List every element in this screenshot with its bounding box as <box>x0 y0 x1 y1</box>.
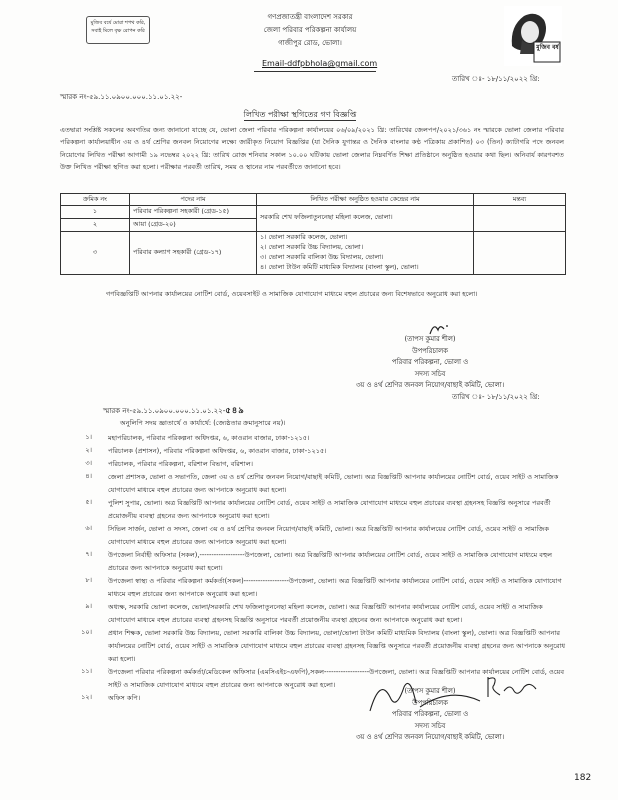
logo-text: মুজিব বর্ষ <box>536 44 559 51</box>
distribution-list <box>62 432 568 705</box>
cell-serial: ১ <box>61 206 130 219</box>
list-item: ৭। উপজেলা নির্বাহী অফিসার (সকল),-------------------উপজেলা, ভোলা। অত্র বিজ্ঞপ্তিটি আপনার কার্যালয়ের নোটিশ বোর্ড, ওয়েব সাইট ও সামাজিক যোগাযোগ মাধ্যমে বহুল প্রচারের জন্য আপনাকে অনুরোধ করা হলো। <box>85 550 553 572</box>
cell-post: আয়া (গ্রেড-২০) <box>130 218 257 231</box>
cell-post: পরিবার কল্যাণ সহকারী (গ্রেড-১৭) <box>130 231 257 274</box>
signatory-committee: ৩য় ও ৪র্থ শ্রেণির জনবল নিয়োগ/বাছাই কমিটি, ভোলা। <box>355 381 505 389</box>
signatory-block-1 <box>330 334 530 392</box>
table-header-row <box>61 194 566 206</box>
col-header-centre: লিখিত পরীক্ষা অনুষ্ঠিত হওয়ার কেন্দ্রের নাম <box>257 194 474 206</box>
distribution-ref-text: স্মারক নং-৫৯.১১.০৯০০.০০০.১১.০১.২২- <box>103 407 226 415</box>
email-address[interactable]: Email-ddfpbhola@gmail.com <box>262 59 378 68</box>
list-item: ১২। অফিস কপি। <box>81 693 141 702</box>
signatory-office: পরিবার পরিকল্পনা, ভোলা ও <box>391 710 469 718</box>
centre-item: ৩। ভোলা সরকারি বালিকা উচ্চ বিদ্যালয়, ভোলা। <box>260 252 384 261</box>
cell-centre <box>257 231 474 274</box>
centre-item: ৪। ভোলা টাউন কমিটি মাধ্যমিক বিদ্যালয় (বাংলা স্কুল), ভোলা। <box>260 262 419 271</box>
col-header-serial: ক্রমিক নং <box>61 194 130 206</box>
closing-text: গণবিজ্ঞপ্তিটি আপনার কার্যালয়ের নোটিশ বোর্ড, ওয়েবসাইট ও সামাজিক যোগাযোগ মাধ্যমে বহুল প্রচারের জন্য বিশেষভাবে অনুরোধ করা হলো। <box>106 290 478 298</box>
distribution-reference <box>103 405 245 418</box>
slogan-text: মুজিব বর্ষে মোরা শপথ করি, সবাই মিলে বৃক্ষ রোপন করি <box>90 20 146 34</box>
mujib-borsho-logo <box>504 6 562 66</box>
list-item: ৯। অধ্যক্ষ, সরকারি ভোলা কলেজ, ভোলা/সরকারি শেখ ফজিলাতুননেছা মহিলা কলেজ, ভোলা। অত্র বিজ্ঞপ্তিটি আপনার কার্যালয়ের নোটিশ বোর্ড, ওয়েব সাইট ও সামাজিক যোগাযোগ মাধ্যমে বহুল প্রচারের ব্যবস্থা গ্রহনসহ বিজ্ঞপ্তি অনুসারে পরবর্তী প্রয়োজনীয় ব্যবস্থা গ্রহনের জন্য আপনাকে অনুরোধ করা হলো। <box>85 602 543 624</box>
table-row <box>61 206 566 219</box>
copy-heading: অনুলিপি সদয় জ্ঞাতার্থে ও কার্যার্থে: (জ্যেষ্ঠতার ক্রমানুসারে নয়)। <box>120 419 286 427</box>
centre-item: ১। ভোলা সরকারি কলেজ, ভোলা। <box>260 232 348 241</box>
cell-serial: ৩ <box>61 231 130 274</box>
page-number: 182 <box>574 773 592 783</box>
list-item: ৮। উপজেলা স্বাস্থ্য ও পরিবার পরিকল্পনা কর্মকর্তা(সকল)-------------------উপজেলা, ভোলা। অত্র বিজ্ঞপ্তিটি আপনার কার্যালয়ের নোটিশ বোর্ড, ওয়েব সাইট ও সামাজিক যোগাযোগ মাধ্যমে বহুল প্রচারের জন্য আপনাকে অনুরোধ করা হলো। <box>85 576 562 598</box>
email-underline-bar <box>254 71 376 72</box>
list-item: ৬। সিভিল সার্জন, ভোলা ও সদস্য, জেলা ৩য় ও ৪র্থ শ্রেণির জনবল নিয়োগ/বাছাই কমিটি, ভোলা। অত্র বিজ্ঞপ্তিটি আপনার কার্যালয়ের নোটিশ বোর্ড, ওয়েব সাইট ও সামাজিক যোগাযোগ মাধ্যমে বহুল প্রচারের জন্য আপনাকে অনুরোধ করা হলো। <box>85 524 549 546</box>
signatory-office: পরিবার পরিকল্পনা, ভোলা ও <box>391 358 469 366</box>
portrait-icon <box>504 6 562 66</box>
notice-date: তারিখ ঃ- ১৮/১১/২০২২ খ্রি: <box>452 75 540 83</box>
office-address: গাজীপুর রোড, ভোলা। <box>278 39 342 47</box>
slogan-box <box>86 16 150 44</box>
list-item: ১। মহাপরিচালক, পরিবার পরিকল্পনা অধিদপ্তর, ৬, কাওরান বাজার, ঢাকা-১২১৫। <box>85 433 310 442</box>
table-row <box>61 231 566 274</box>
notice-body: এতদ্বারা সংশ্লিষ্ট সকলের অবগতির জন্য জানানো যাচ্ছে যে, ভোলা জেলা পরিবার পরিকল্পনা কার্যালয়ের ০৬/০৯/২০২১ খ্রি: তারিখের জেলপপ/২০২১/৩৬১ নং স্মারকে ভোলা জেলার পরিবার পরিকল্পনা কার্যালয়াধীন ৩য় ও ৪র্থ শ্রেণির জনবল নিয়োগের লক্ষ্যে জারীকৃত নিয়োগ বিজ্ঞপ্তির (যা দৈনিক যুগান্তর ও দৈনিক বাংলার কণ্ঠ পত্রিকায় প্রকাশিত) ০৩ (তিন) ক্যাটাগরি পদে জনবল নিয়োগের লিখিত পরীক্ষা আগামী ১৯ নভেম্বর ২০২২ খ্রি: তারিখ রোজ শনিবার সকাল ১০.০০ ঘটিকায় ভোলা জেলার নিম্নবর্ণিত শিক্ষা প্রতিষ্ঠানে অনুষ্ঠিত হওয়ার কথা ছিল। অনিবার্য কারণবশত উক্ত লিখিত পরীক্ষা স্থগিত করা হলো। পরীক্ষার পরবর্তী তারিখ, সময় ও স্থানের নাম পরবর্তীতে জানানো হবে। <box>60 126 564 172</box>
cell-remarks <box>474 206 566 232</box>
govt-name: গণপ্রজাতন্ত্রী বাংলাদেশ সরকার <box>267 13 353 21</box>
col-header-post: পদের নাম <box>130 194 257 206</box>
notice-title-text: লিখিত পরীক্ষা স্থগিতের গণ বিজ্ঞপ্তি <box>243 110 357 119</box>
closing-request <box>60 288 564 301</box>
col-header-remarks: মন্তব্য <box>474 194 566 206</box>
cell-centre: সরকারি শেখ ফজিলাতুননেছা মহিলা কলেজ, ভোলা। <box>257 206 474 232</box>
list-item: ৩। পরিচালক, পরিবার পরিকল্পনা, বরিশাল বিভাগ, বরিশাল। <box>85 459 253 468</box>
list-item: ৫। পুলিশ সুপার, ভোলা। অত্র বিজ্ঞপ্তিটি আপনার কার্যালয়ের নোটিশ বোর্ড, ওয়েব সাইট ও সামাজিক যোগাযোগ মাধ্যমে বহুল প্রচারের ব্যবস্থা গ্রহনসহ বিজ্ঞপ্তি অনুসারে পরবর্তী প্রয়োজনীয় ব্যবস্থা গ্রহনের জন্য আপনাকে অনুরোধ করা হলো। <box>85 498 551 520</box>
signatory-name: (তাপস কুমার শীল) <box>404 687 456 695</box>
list-item: ১০। প্রধান শিক্ষক, ভোলা সরকারি উচ্চ বিদ্যালয়, ভোলা সরকারি বালিকা উচ্চ বিদ্যালয়, ভোলা/ভোলা টাউন কমিটি মাধ্যমিক বিদ্যালয় (বাংলা স্কুল), ভোলা। অত্র বিজ্ঞপ্তিটি আপনার কার্যালয়ের নোটিশ বোর্ড, ওয়েব সাইট ও সামাজিক যোগাযোগ মাধ্যমে বহুল প্রচারের ব্যবস্থা গ্রহনসহ বিজ্ঞপ্তি অনুসারে পরবর্তী প্রয়োজনীয় ব্যবস্থা গ্রহনের জন্য আপনাকে অনুরোধ করা হলো। <box>81 628 566 663</box>
centre-item: ২। ভোলা সরকারি উচ্চ বিদ্যালয়, ভোলা। <box>260 242 364 251</box>
list-item: ২। পরিচালক (প্রশাসন), পরিবার পরিকল্পনা অধিদপ্তর, ৬, কাওরান বাজার, ঢাকা-১২১৫। <box>85 446 327 455</box>
signatory-role: সদস্য সচিব <box>414 721 446 730</box>
signatory-block-2 <box>330 686 530 744</box>
list-item: ৪। জেলা প্রশাসক, ভোলা ও সভাপতি, জেলা ৩য় ও ৪র্থ শ্রেণির জনবল নিয়োগ/বাছাই কমিটি, ভোলা। অত্র বিজ্ঞপ্তিটি আপনার কার্যালয়ের নোটিশ বোর্ড, ওয়েব সাইট ও সামাজিক যোগাযোগ মাধ্যমে বহুল প্রচারের জন্য আপনাকে অনুরোধ করা হলো। <box>85 472 559 494</box>
notice-title <box>150 109 450 121</box>
cell-serial: ২ <box>61 218 130 231</box>
office-name: জেলা পরিবার পরিকল্পনা কার্যালয় <box>263 26 357 34</box>
signatory-committee: ৩য় ও ৪র্থ শ্রেণির জনবল নিয়োগ/বাছাই কমিটি, ভোলা। <box>355 733 505 741</box>
cell-remarks <box>474 231 566 274</box>
signatory-designation: উপপরিচালক <box>412 698 448 707</box>
signatory-designation: উপপরিচালক <box>412 346 448 355</box>
cell-post: পরিবার পরিকল্পনা সহকারী (গ্রেড-১৫) <box>130 206 257 219</box>
distribution-date: তারিখ ঃ- ১৮/১১/২০২২ খ্রি: <box>452 393 540 401</box>
signatory-role: সদস্য সচিব <box>414 369 446 378</box>
reference-number: স্মারক নং-৫৯.১১.০৯০০.০০০.১১.০১.২২- <box>60 93 183 101</box>
list-item: ১১। উপজেলা পরিবার পরিকল্পনা কর্মকর্তা/মেডিকেল অফিসার (এমসিএইচ-এফপি),সকল-------------------উপজেলা, ভোলা। অত্র বিজ্ঞপ্তিটি আপনার কার্যালয়ের নোটিশ বোর্ড, ওয়েব সাইট ও সামাজিক যোগাযোগ মাধ্যমে বহুল প্রচারের জন্য আপনাকে অনুরোধ করা হলো। <box>81 667 565 689</box>
distribution-ref-number: ৫৪৯ <box>225 406 245 416</box>
signatory-name: (তাপস কুমার শীল) <box>404 335 456 343</box>
exam-centre-table <box>60 193 566 275</box>
